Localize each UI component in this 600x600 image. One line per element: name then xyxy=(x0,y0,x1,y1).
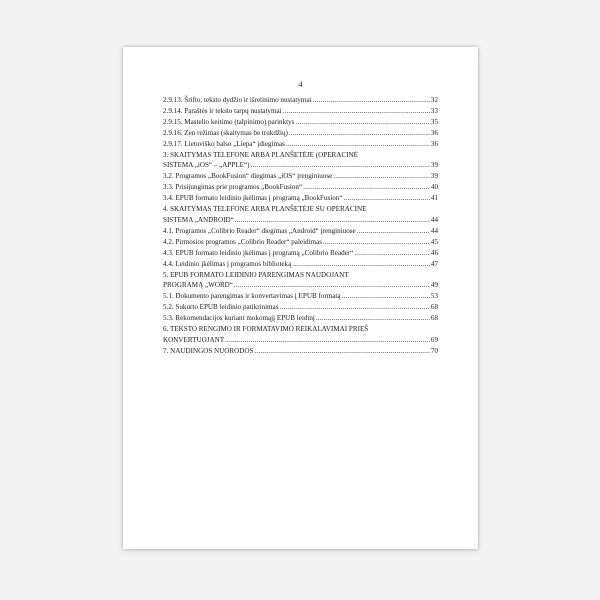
toc-page-number: 68 xyxy=(430,314,438,323)
toc-page-number: 41 xyxy=(430,194,438,203)
toc-row xyxy=(163,259,438,270)
toc-row xyxy=(163,171,438,182)
toc-leader-dots xyxy=(323,237,430,248)
toc-leader-dots xyxy=(254,346,429,357)
toc-title: 2.9.15. Mastelio keitimo (talpinimo) parinktys xyxy=(163,117,295,126)
toc-entry xyxy=(163,291,438,302)
toc-row xyxy=(163,106,438,117)
toc-row xyxy=(163,335,438,346)
toc-title: 7. NAUDINGOS NUORODOS xyxy=(163,346,254,355)
toc-entry xyxy=(163,313,438,324)
toc-page-number: 69 xyxy=(430,335,438,344)
toc-leader-dots xyxy=(316,313,430,324)
toc-title: 4.1. Programos „Colibrio Reader“ diegimas „Android“ įrenginiuose xyxy=(163,226,356,235)
toc-entry xyxy=(163,128,438,139)
toc-page-number: 32 xyxy=(430,96,438,104)
toc-row xyxy=(163,160,438,171)
toc-title: 3.2. Programos „BookFusion“ diegimas „iOS“ įrenginiuose xyxy=(163,172,333,181)
toc-page-number: 70 xyxy=(430,346,438,355)
toc-title: KONVERTUOJANT xyxy=(163,335,225,344)
toc-page-number: 49 xyxy=(430,281,438,290)
toc-title: 3.3. Prisijungimas prie programos „BookFusion“ xyxy=(163,183,303,192)
toc-entry xyxy=(163,182,438,193)
toc-entry xyxy=(163,106,438,117)
toc-entry xyxy=(163,237,438,248)
toc-title: PROGRAMĄ „WORD“ xyxy=(163,281,233,290)
toc-page-number: 40 xyxy=(430,183,438,192)
toc-entry xyxy=(163,204,438,226)
toc-leader-dots xyxy=(333,171,430,182)
toc-row xyxy=(163,302,438,313)
toc-entry xyxy=(163,259,438,270)
toc-leader-dots xyxy=(289,128,430,139)
toc-row xyxy=(163,313,438,324)
toc-entry xyxy=(163,226,438,237)
toc-leader-dots xyxy=(313,95,430,106)
toc-page-number: 35 xyxy=(430,117,438,126)
toc-page-number: 39 xyxy=(430,172,438,181)
toc-entry xyxy=(163,139,438,150)
toc-row xyxy=(163,291,438,302)
toc-entry xyxy=(163,270,438,292)
toc-row xyxy=(163,95,438,106)
toc-heading-line: 4. SKAITYMAS TELEFONE ARBA PLANŠETĖJE SU OPERACINE xyxy=(163,205,367,214)
toc-leader-dots xyxy=(354,248,430,259)
toc-row xyxy=(163,226,438,237)
toc-title: 4.3. EPUB formato leidinio įkėlimas į programą „Colibrio Reader“ xyxy=(163,248,354,257)
toc-leader-dots xyxy=(357,226,430,237)
toc-leader-dots xyxy=(295,117,429,128)
toc-title: 5.2. Sukurto EPUB leidinio patikrinimas xyxy=(163,303,279,312)
toc-page-number: 45 xyxy=(430,237,438,246)
toc-row xyxy=(163,182,438,193)
toc-entry xyxy=(163,346,438,357)
toc-title: 5.3. Rekomendacijos kuriant mokomąjį EPUB leidinį xyxy=(163,314,315,323)
toc-title: SISTEMA „iOS“ – „APPLE“) xyxy=(163,161,250,170)
toc-entry xyxy=(163,95,438,106)
toc-row xyxy=(163,237,438,248)
toc-title: 2.9.13. Šrifto, teksto dydžio ir išretinimo nustatymai xyxy=(163,96,312,104)
toc-row xyxy=(163,128,438,139)
toc-leader-dots xyxy=(292,259,430,270)
toc-title: SISTEMA „ANDROID“ xyxy=(163,215,234,224)
toc-page-number: 33 xyxy=(430,106,438,115)
toc-title: 2.9.17. Lietuviško balso „Liepa“ įdiegimas xyxy=(163,139,285,148)
toc-page-number: 53 xyxy=(430,292,438,301)
toc-leader-dots xyxy=(286,139,430,150)
toc-leader-dots xyxy=(303,182,430,193)
toc-heading-line: 6. TEKSTO RENGIMO IR FORMATAVIMO REIKALAVIMAI PRIEŠ xyxy=(163,325,369,334)
toc-entry xyxy=(163,248,438,259)
toc-leader-dots xyxy=(279,302,429,313)
toc-page-number: 36 xyxy=(430,128,438,137)
toc-title: 2.9.14. Paraštės ir teksto tarpų nustatymai xyxy=(163,106,282,115)
toc-title: 3.4. EPUB formato leidinio įkėlimas į programą „BookFusion“ xyxy=(163,194,343,203)
toc-title: 5.1. Dokumento parengimas ir konvertavimas į EPUB formatą xyxy=(163,292,341,301)
toc-leader-dots xyxy=(342,291,430,302)
toc-row xyxy=(163,280,438,291)
toc-entry xyxy=(163,193,438,204)
toc-page-number: 39 xyxy=(430,161,438,170)
page-number: 4 xyxy=(298,80,303,89)
toc-row xyxy=(163,346,438,357)
toc-page-number: 46 xyxy=(430,248,438,257)
toc-title: 4.4. Leidinio įkėlimas į programos biblioteką xyxy=(163,259,292,268)
toc-page-number: 68 xyxy=(430,303,438,312)
toc-row xyxy=(163,248,438,259)
toc-leader-dots xyxy=(344,193,430,204)
toc-row xyxy=(163,139,438,150)
toc-page-number: 44 xyxy=(430,215,438,224)
toc-row xyxy=(163,215,438,226)
toc-leader-dots xyxy=(283,106,430,117)
table-of-contents xyxy=(163,95,438,357)
toc-leader-dots xyxy=(234,280,430,291)
toc-page-number: 36 xyxy=(430,139,438,148)
toc-entry xyxy=(163,171,438,182)
toc-row xyxy=(163,193,438,204)
toc-page-number: 47 xyxy=(430,259,438,268)
toc-title: 4.2. Pirmosios programos „Colibrio Reader“ paleidimas xyxy=(163,237,322,246)
toc-title: 2.9.16. Zen režimas (skaitymas be trukdžių) xyxy=(163,128,288,137)
toc-heading-line: 5. EPUB FORMATO LEIDINIO PARENGIMAS NAUDOJANT xyxy=(163,270,349,279)
toc-leader-dots xyxy=(235,215,430,226)
toc-page-number: 44 xyxy=(430,226,438,235)
document-page xyxy=(123,47,478,549)
toc-heading-line: 3. SKAITYMAS TELEFONE ARBA PLANŠETĖJE (OPERACINĖ xyxy=(163,150,358,159)
toc-entry xyxy=(163,150,438,172)
toc-entry xyxy=(163,324,438,346)
toc-entry xyxy=(163,302,438,313)
toc-entry xyxy=(163,117,438,128)
toc-leader-dots xyxy=(225,335,430,346)
toc-row xyxy=(163,117,438,128)
toc-leader-dots xyxy=(251,160,430,171)
